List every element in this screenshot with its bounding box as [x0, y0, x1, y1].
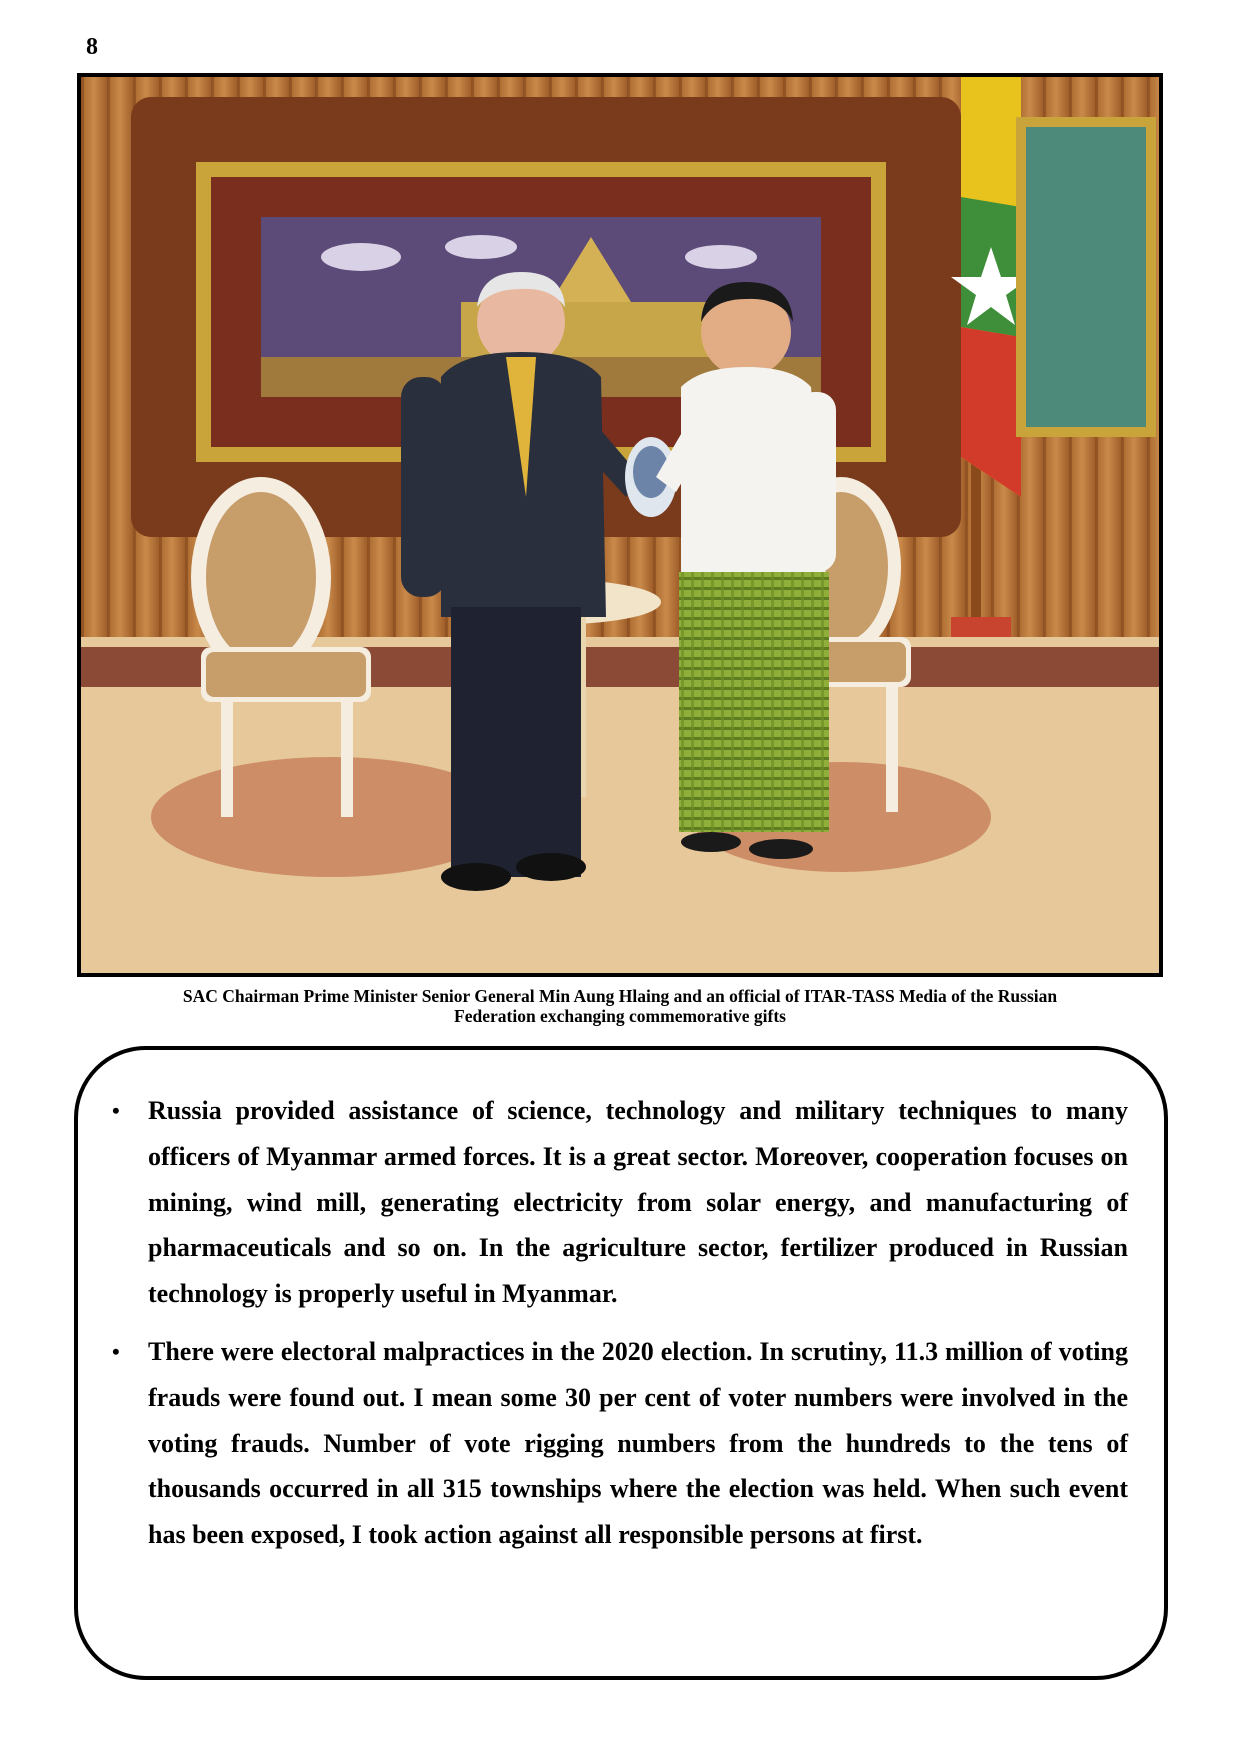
- photo-illustration: [81, 77, 1159, 973]
- bullet-text: There were electoral malpractices in the 2020 election. In scrutiny, 11.3 million of voting frauds were found out. I mean some 30 per cent of voter numbers were involved in the voting frauds. Number of vote rigging numbers from the hundreds to the tens of thousands occurred in all 315 townships where the election was held. When such event has been exposed, I took action against all responsible persons at first.: [148, 1336, 1128, 1550]
- caption-line-2: Federation exchanging commemorative gifts: [454, 1006, 786, 1026]
- list-item: [112, 1329, 1128, 1558]
- text-box: [74, 1046, 1168, 1680]
- bullet-list: [112, 1088, 1128, 1570]
- list-item: [112, 1088, 1128, 1317]
- bullet-icon: •: [112, 1098, 120, 1123]
- photo-caption: [90, 986, 1150, 1026]
- bullet-text: Russia provided assistance of science, technology and military techniques to many officers of Myanmar armed forces. It is a great sector. Moreover, cooperation focuses on mining, wind mill, generating electricity from solar energy, and manufacturing of pharmaceuticals and so on. In the agriculture sector, fertilizer produced in Russian technology is properly useful in Myanmar.: [148, 1096, 1128, 1309]
- caption-line-1: SAC Chairman Prime Minister Senior General Min Aung Hlaing and an official of ITAR-TASS Media of the Russian: [182, 986, 1058, 1006]
- page-number: 8: [86, 34, 98, 60]
- photo: [77, 73, 1163, 977]
- bullet-icon: •: [112, 1338, 120, 1364]
